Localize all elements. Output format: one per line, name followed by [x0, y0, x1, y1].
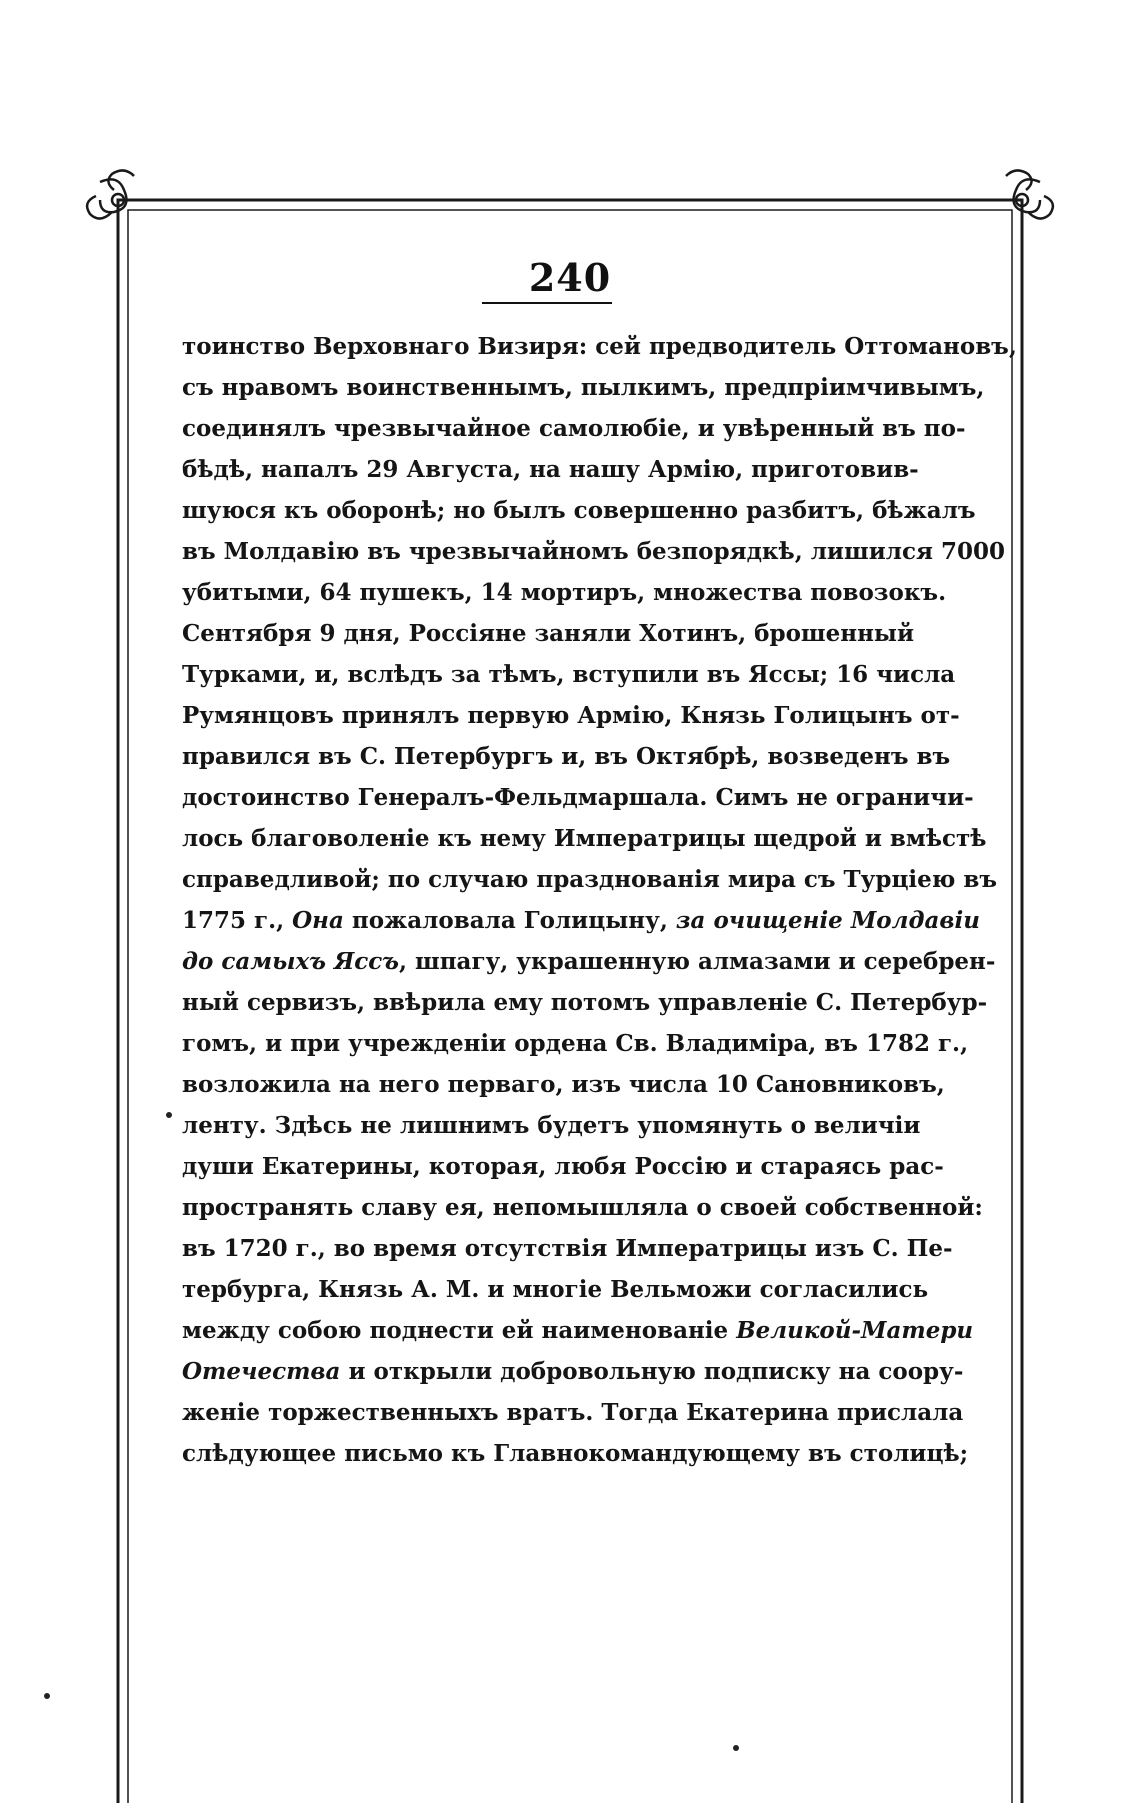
text-line: Румянцовъ принялъ первую Армію, Князь Голицынъ от-: [182, 702, 960, 729]
italic-run: Она: [292, 907, 344, 934]
text-line-mixed: [182, 1310, 974, 1351]
body-text: [182, 326, 1017, 1474]
text-line: гомъ, и при учрежденіи ордена Св. Владиміра, въ 1782 г.,: [182, 1030, 969, 1057]
text-line: бѣдѣ, напалъ 29 Августа, на нашу Армію, приготовив-: [182, 456, 919, 483]
page-number-rule: [482, 302, 612, 304]
text-line: пространять славу ея, непомышляла о своей собственной:: [182, 1194, 983, 1221]
text-run: пожаловала Голицыну,: [343, 907, 676, 934]
text-line: убитыми, 64 пушекъ, 14 мортиръ, множества повозокъ.: [182, 579, 947, 606]
corner-ornament-top-left: [87, 170, 134, 218]
text-run: 1775 г.,: [182, 907, 293, 934]
text-run: и открыли добровольную подписку на соору-: [340, 1358, 964, 1385]
text-run: , шпагу, украшенную алмазами и серебрен-: [398, 948, 996, 975]
text-line: ный сервизъ, ввѣрила ему потомъ управленіе С. Петербур-: [182, 989, 988, 1016]
scan-speck: [44, 1693, 50, 1699]
text-line-mixed: [182, 941, 996, 982]
text-line: тоинство Верховнаго Визиря: сей предводитель Оттомановъ,: [182, 333, 1017, 360]
italic-run: до самыхъ Яссъ: [182, 948, 399, 975]
text-line: ленту. Здѣсь не лишнимъ будетъ упомянуть о величіи: [182, 1112, 921, 1139]
text-line: тербурга, Князь А. М. и многіе Вельможи согласились: [182, 1276, 929, 1303]
text-line: души Екатерины, которая, любя Россію и стараясь рас-: [182, 1153, 944, 1180]
text-line: достоинство Генералъ-Фельдмаршала. Симъ не ограничи-: [182, 784, 974, 811]
text-line-mixed: [182, 1351, 964, 1392]
corner-ornament-top-right: [1006, 170, 1053, 218]
text-line: лось благоволеніе къ нему Императрицы щедрой и вмѣстѣ: [182, 825, 987, 852]
text-line: возложила на него перваго, изъ числа 10 Сановниковъ,: [182, 1071, 945, 1098]
italic-run: за очищеніе Молдавіи: [675, 907, 980, 934]
text-run: между собою поднести ей наименованіе: [182, 1317, 737, 1344]
text-line: съ нравомъ воинственнымъ, пылкимъ, предпріимчивымъ,: [182, 374, 985, 401]
text-line: Сентября 9 дня, Россіяне заняли Хотинъ, брошенный: [182, 620, 915, 647]
text-line: въ 1720 г., во время отсутствія Императрицы изъ С. Пе-: [182, 1235, 953, 1262]
text-line: Турками, и, вслѣдъ за тѣмъ, вступили въ Яссы; 16 числа: [182, 661, 956, 688]
text-line: женіе торжественныхъ вратъ. Тогда Екатерина прислала: [182, 1399, 964, 1426]
text-line: справедливой; по случаю празднованія мира съ Турціею въ: [182, 866, 998, 893]
text-line-mixed: [182, 900, 980, 941]
scan-speck: [166, 1112, 172, 1118]
text-line: слѣдующее письмо къ Главнокомандующему въ столицѣ;: [182, 1440, 969, 1467]
italic-run: Великой-Матери: [736, 1317, 974, 1344]
text-line: въ Молдавію въ чрезвычайномъ безпорядкѣ, лишился 7000: [182, 538, 1006, 565]
text-line: шуюся къ оборонѣ; но былъ совершенно разбитъ, бѣжалъ: [182, 497, 976, 524]
scan-speck: [733, 1745, 739, 1751]
text-line: соединялъ чрезвычайное самолюбіе, и увѣренный въ по-: [182, 415, 966, 442]
italic-run: Отечества: [182, 1358, 341, 1385]
page-number: 240: [528, 255, 612, 300]
text-line: правился въ С. Петербургъ и, въ Октябрѣ, возведенъ въ: [182, 743, 951, 770]
